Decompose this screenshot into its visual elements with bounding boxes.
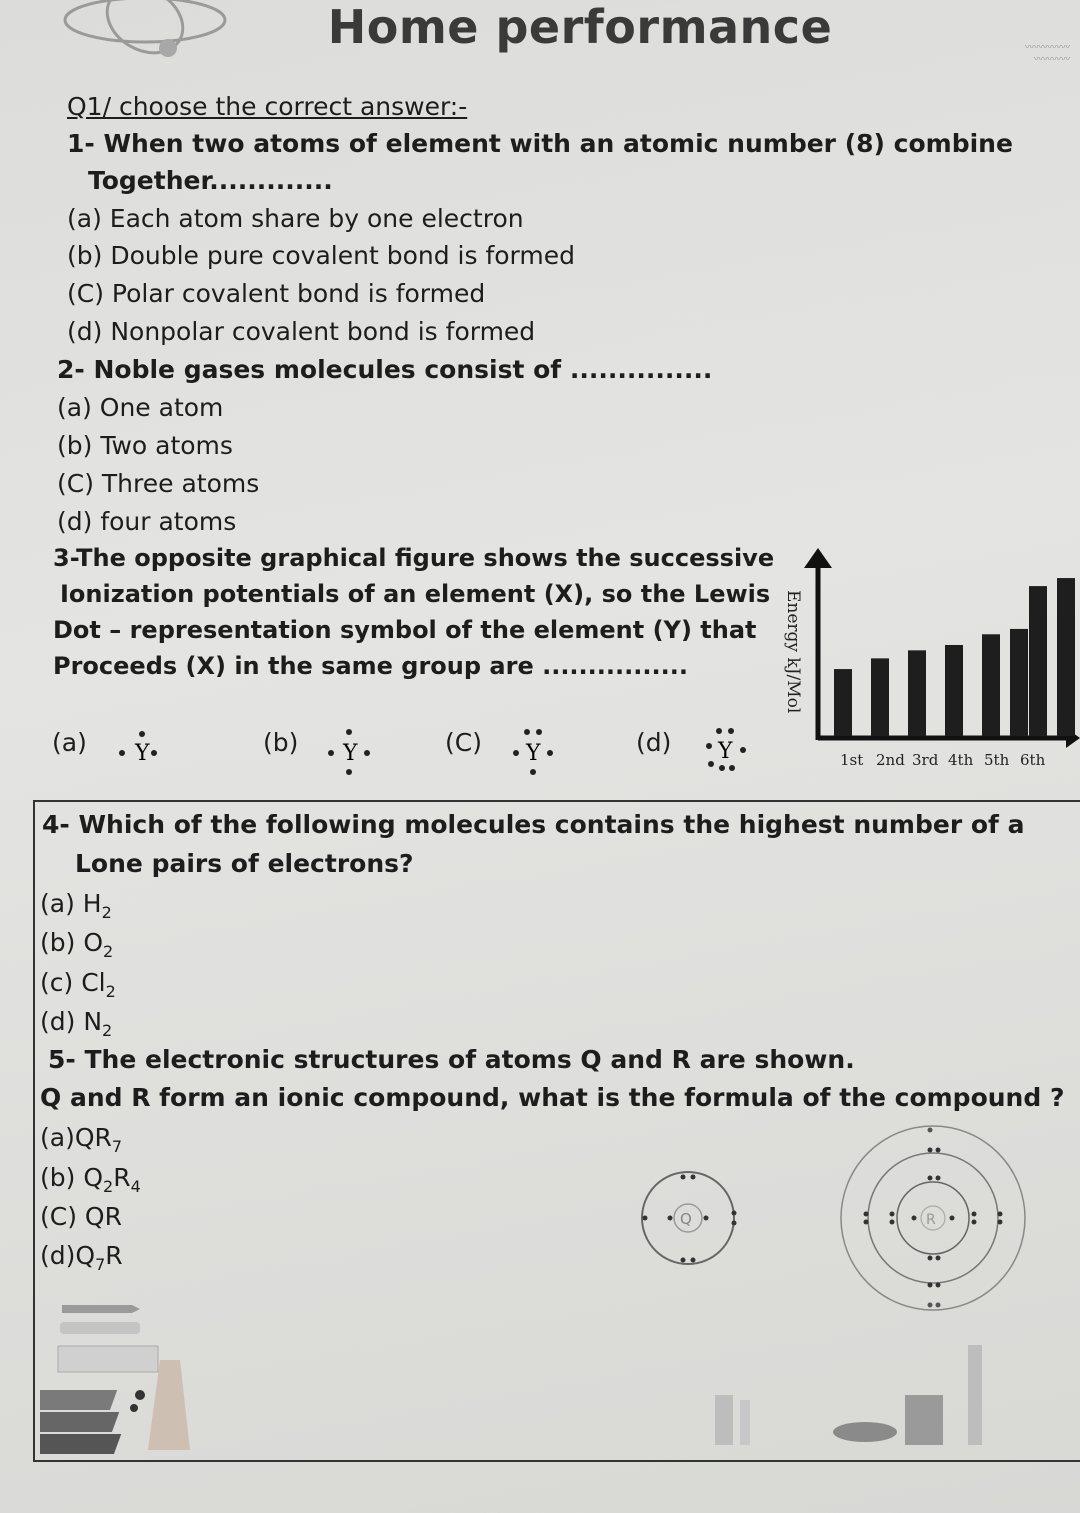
q3-stem-line3: Dot – representation symbol of the element (Y) that [53,616,757,644]
q2-stem: 2- Noble gases molecules consist of ............... [57,355,713,384]
q1-option-c[interactable]: (C) Polar covalent bond is formed [67,279,486,308]
q5-option-a-text: (a)QR [40,1123,112,1152]
lewis-c-letter: Y [526,741,541,766]
q4-option-b-text: (b) O [40,928,104,957]
y-axis-arrow-icon [804,548,832,568]
lewis-b-letter: Y [343,741,358,766]
lewis-symbol-c[interactable] [510,720,570,780]
q4-option-a-text: (a) H [40,889,102,918]
q5-option-a-sub: 7 [111,1137,123,1156]
q5-option-a[interactable] [40,1123,122,1156]
q4-option-d[interactable] [40,1007,112,1040]
q4-option-c-sub: 2 [105,982,116,1001]
q2-option-d[interactable]: (d) four atoms [57,507,237,536]
bar-3rd [908,650,926,736]
x-tick-label-4th: 4th [948,751,974,769]
q5-option-d-sub: 7 [95,1255,106,1274]
q4-stem-line2: Lone pairs of electrons? [75,849,414,878]
q4-option-b[interactable] [40,928,113,961]
q5-option-b-sub2: 4 [130,1177,141,1196]
bar-6th-2 [1057,578,1075,736]
q4-stem-line1: 4- Which of the following molecules contains the highest number of a [42,810,1025,839]
atom-q-label: Q [680,1210,692,1228]
q5-option-c-text: (C) QR [40,1202,122,1231]
q5-option-b[interactable] [40,1163,141,1196]
q4-option-a[interactable] [40,889,112,922]
bar-1st [834,669,852,736]
q5-option-c[interactable] [40,1202,122,1231]
q5-option-d-text: (d)Q [40,1241,96,1270]
x-tick-label-6th: 6th [1020,751,1046,769]
q5-stem-line1: 5- The electronic structures of atoms Q and R are shown. [48,1045,855,1074]
q1-option-a[interactable]: (a) Each atom share by one electron [67,204,524,233]
q2-option-c[interactable]: (C) Three atoms [57,469,260,498]
atom-r-diagram [830,1120,1040,1320]
q1-stem-line1: 1- When two atoms of element with an atomic number (8) combine [67,129,1013,158]
page-title: Home performance [327,0,833,54]
lab-equipment-icon [40,1300,200,1460]
lewis-symbol-a[interactable] [113,720,173,780]
q4-option-b-sub: 2 [103,942,114,961]
x-tick-label-5th: 5th [984,751,1010,769]
q3-stem-line4: Proceeds (X) in the same group are ................ [53,652,688,680]
q5-option-b-text: (b) Q [40,1163,104,1192]
q4-option-c[interactable] [40,968,116,1001]
bar-5th-2 [1010,629,1028,736]
x-tick-label-3rd: 3rd [912,751,939,769]
q4-option-d-sub: 2 [102,1021,113,1040]
q1-option-b[interactable]: (b) Double pure covalent bond is formed [67,241,575,270]
q3-stem-line2: Ionization potentials of an element (X), so the Lewis [60,580,771,608]
q2-option-a[interactable]: (a) One atom [57,393,224,422]
q3-option-c-label[interactable]: (C) [445,728,482,757]
q5-option-d-text2: R [105,1241,123,1270]
q3-option-a-label[interactable]: (a) [52,728,87,757]
bar-5th-1 [982,634,1000,736]
x-tick-label-1st: 1st [840,751,864,769]
q4-option-d-text: (d) N [40,1007,103,1036]
x-tick-label-2nd: 2nd [876,751,905,769]
q1-stem-line2: Together............. [88,166,333,195]
q3-option-b-label[interactable]: (b) [263,728,299,757]
bar-6th-1 [1029,586,1047,736]
bar-2nd [871,658,889,736]
header-corner-stamp: 〰〰〰〰〰 〰〰〰〰 [1024,43,1070,65]
lewis-symbol-b[interactable] [325,720,385,780]
q3-option-d-label[interactable]: (d) [636,728,672,757]
ionization-chart [776,540,1080,780]
chart-y-axis-label: Energy kJ/Mol [783,590,803,714]
lewis-symbol-d[interactable] [702,720,762,780]
q4-option-c-text: (c) Cl [40,968,106,997]
atom-r-label: R [926,1212,936,1228]
lewis-d-letter: Y [718,739,733,764]
bar-4th [945,645,963,736]
q5-option-b-text2: R [113,1163,131,1192]
q1-option-d[interactable]: (d) Nonpolar covalent bond is formed [67,317,536,346]
lewis-a-letter: Y [135,741,150,766]
ionization-chart-svg [776,540,1080,780]
q2-option-b[interactable]: (b) Two atoms [57,431,233,460]
q3-stem-line1: 3-The opposite graphical figure shows the successive [53,544,775,572]
atom-q-diagram [630,1160,750,1280]
q5-option-d[interactable] [40,1241,123,1274]
q5-option-b-sub: 2 [103,1177,114,1196]
q4-option-a-sub: 2 [101,903,112,922]
section-heading: Q1/ choose the correct answer:- [67,92,468,121]
faint-glassware-icon [710,1340,1010,1450]
q5-stem-line2: Q and R form an ionic compound, what is the formula of the compound ? [40,1083,1065,1112]
